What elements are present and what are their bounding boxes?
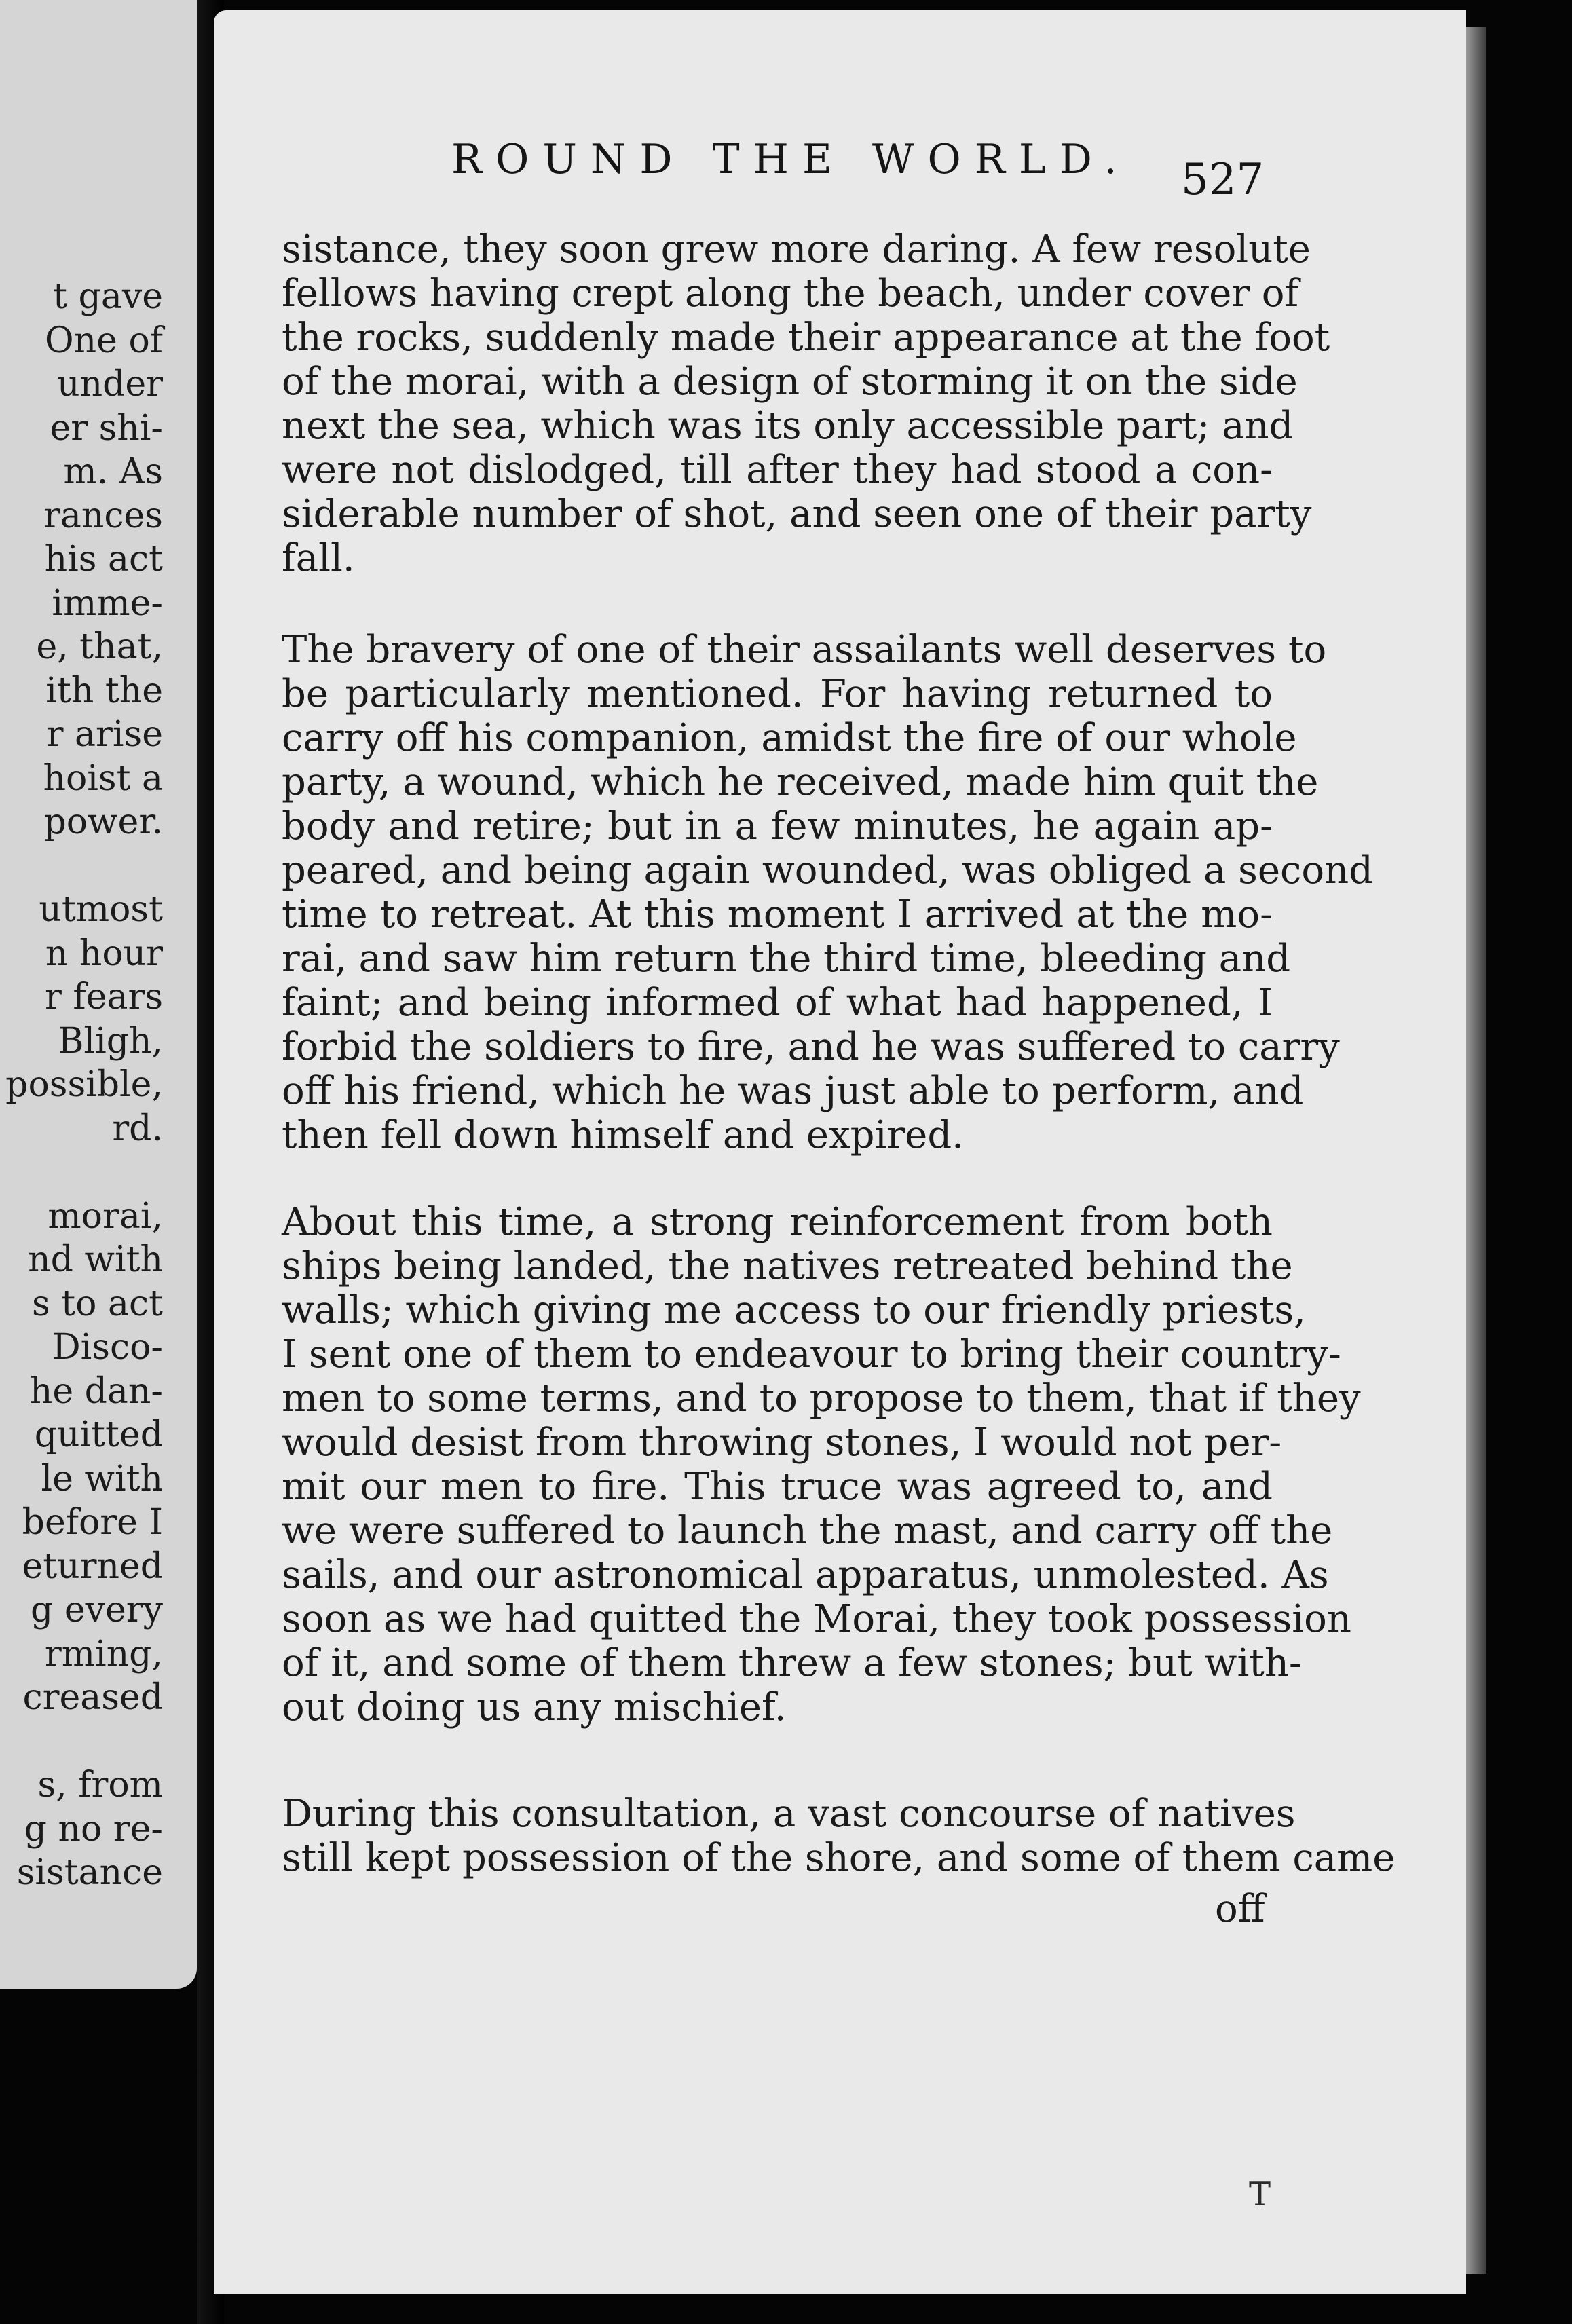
text-line: the rocks, suddenly made their appearance at the foot bbox=[282, 316, 1330, 360]
text-line: sails, and our astronomical apparatus, unmolested. As bbox=[282, 1553, 1329, 1597]
facing-page-line: his act bbox=[44, 539, 163, 580]
facing-page-line: Disco- bbox=[52, 1327, 163, 1368]
text-line: peared, and being again wounded, was obliged a second bbox=[282, 848, 1374, 893]
text-line: About this time, a strong reinforcement from both bbox=[282, 1200, 1273, 1244]
facing-page-line: rming, bbox=[44, 1633, 163, 1674]
facing-page-line: ith the bbox=[45, 670, 163, 711]
signature-mark: T bbox=[1249, 2175, 1271, 2213]
paragraph-3 bbox=[282, 1200, 1361, 1729]
text-line: During this consultation, a vast concourse of natives bbox=[282, 1792, 1296, 1836]
facing-page-line: hoist a bbox=[43, 757, 163, 799]
facing-page-line: One of bbox=[45, 320, 163, 361]
text-line: siderable number of shot, and seen one of their party bbox=[282, 492, 1312, 536]
facing-page-line: er shi- bbox=[50, 407, 163, 449]
facing-page-line: n hour bbox=[45, 933, 163, 974]
facing-page-line: t gave bbox=[53, 276, 163, 317]
facing-page-line: sistance bbox=[16, 1852, 163, 1893]
text-line: mit our men to fire. This truce was agreed to, and bbox=[282, 1465, 1273, 1509]
facing-page-line: Bligh, bbox=[58, 1020, 163, 1062]
facing-page-line: imme- bbox=[52, 582, 163, 624]
text-line: be particularly mentioned. For having returned to bbox=[282, 672, 1273, 716]
facing-page-line: nd with bbox=[28, 1239, 163, 1280]
facing-page-line: m. As bbox=[63, 451, 163, 492]
text-line: off his friend, which he was just able to perform, and bbox=[282, 1069, 1304, 1113]
text-line: men to some terms, and to propose to them, that if they bbox=[282, 1376, 1361, 1421]
text-line: ships being landed, the natives retreated behind the bbox=[282, 1244, 1293, 1288]
text-line: soon as we had quitted the Morai, they took possession bbox=[282, 1597, 1351, 1641]
text-line: carry off his companion, amidst the fire of our whole bbox=[282, 716, 1297, 760]
facing-page-line: r arise bbox=[46, 714, 163, 755]
facing-page-line: creased bbox=[22, 1677, 163, 1718]
paragraph-2 bbox=[282, 628, 1374, 1157]
text-line: body and retire; but in a few minutes, he again ap- bbox=[282, 804, 1273, 848]
text-line: time to retreat. At this moment I arrived at the mo- bbox=[282, 893, 1273, 937]
facing-page-line: under bbox=[57, 364, 163, 405]
catchword: off bbox=[1215, 1887, 1265, 1931]
paragraph-4 bbox=[282, 1792, 1396, 1880]
facing-page-line: power. bbox=[43, 802, 163, 842]
facing-page-line: rd. bbox=[112, 1108, 163, 1149]
text-line: still kept possession of the shore, and some of them came bbox=[282, 1836, 1396, 1880]
text-line: of it, and some of them threw a few stones; but with- bbox=[282, 1641, 1302, 1685]
facing-page-line: before I bbox=[22, 1502, 163, 1543]
facing-page-line: possible, bbox=[5, 1064, 163, 1105]
text-line: rai, and saw him return the third time, bleeding and bbox=[282, 937, 1291, 981]
facing-page-line: s to act bbox=[32, 1283, 163, 1324]
paragraph-1 bbox=[282, 227, 1330, 580]
facing-page-line: rances bbox=[43, 495, 163, 536]
facing-page-line: s, from bbox=[37, 1765, 163, 1805]
facing-page-line: eturned bbox=[22, 1545, 163, 1587]
facing-page-line: le with bbox=[41, 1458, 163, 1499]
text-line: would desist from throwing stones, I would not per- bbox=[282, 1421, 1282, 1465]
facing-page-line: r fears bbox=[45, 977, 163, 1017]
text-line: forbid the soldiers to fire, and he was suffered to carry bbox=[282, 1025, 1340, 1069]
text-line: walls; which giving me access to our friendly priests, bbox=[282, 1288, 1306, 1332]
text-line: then fell down himself and expired. bbox=[282, 1113, 964, 1157]
running-head-text: ROUND THE WORLD. bbox=[451, 136, 1131, 183]
text-line: I sent one of them to endeavour to bring their country- bbox=[282, 1332, 1341, 1376]
text-line: were not dislodged, till after they had stood a con- bbox=[282, 448, 1273, 492]
facing-page-line: he dan- bbox=[29, 1370, 163, 1412]
text-line: next the sea, which was its only accessible part; and bbox=[282, 404, 1294, 448]
text-line: The bravery of one of their assailants well deserves to bbox=[282, 628, 1327, 672]
facing-page-line: e, that, bbox=[36, 626, 163, 667]
text-line: we were suffered to launch the mast, and carry off the bbox=[282, 1509, 1333, 1553]
text-line: sistance, they soon grew more daring. A few resolute bbox=[282, 227, 1311, 271]
running-head bbox=[451, 136, 1198, 183]
text-line: out doing us any mischief. bbox=[282, 1685, 787, 1729]
text-line: faint; and being informed of what had happened, I bbox=[282, 981, 1273, 1025]
text-line: fall. bbox=[282, 536, 355, 580]
text-line: party, a wound, which he received, made him quit the bbox=[282, 760, 1319, 804]
text-line: of the morai, with a design of storming it on the side bbox=[282, 360, 1298, 404]
text-line: fellows having crept along the beach, under cover of bbox=[282, 271, 1299, 316]
facing-page-line: quitted bbox=[34, 1414, 163, 1455]
facing-page-line: g every bbox=[31, 1590, 163, 1630]
page-edge bbox=[1466, 27, 1486, 2274]
facing-page-line: g no re- bbox=[24, 1808, 163, 1850]
facing-page-line: morai, bbox=[48, 1195, 163, 1237]
facing-page-fragment bbox=[0, 0, 197, 1989]
facing-page-line: utmost bbox=[39, 889, 163, 930]
page-number: 527 bbox=[1181, 155, 1265, 205]
